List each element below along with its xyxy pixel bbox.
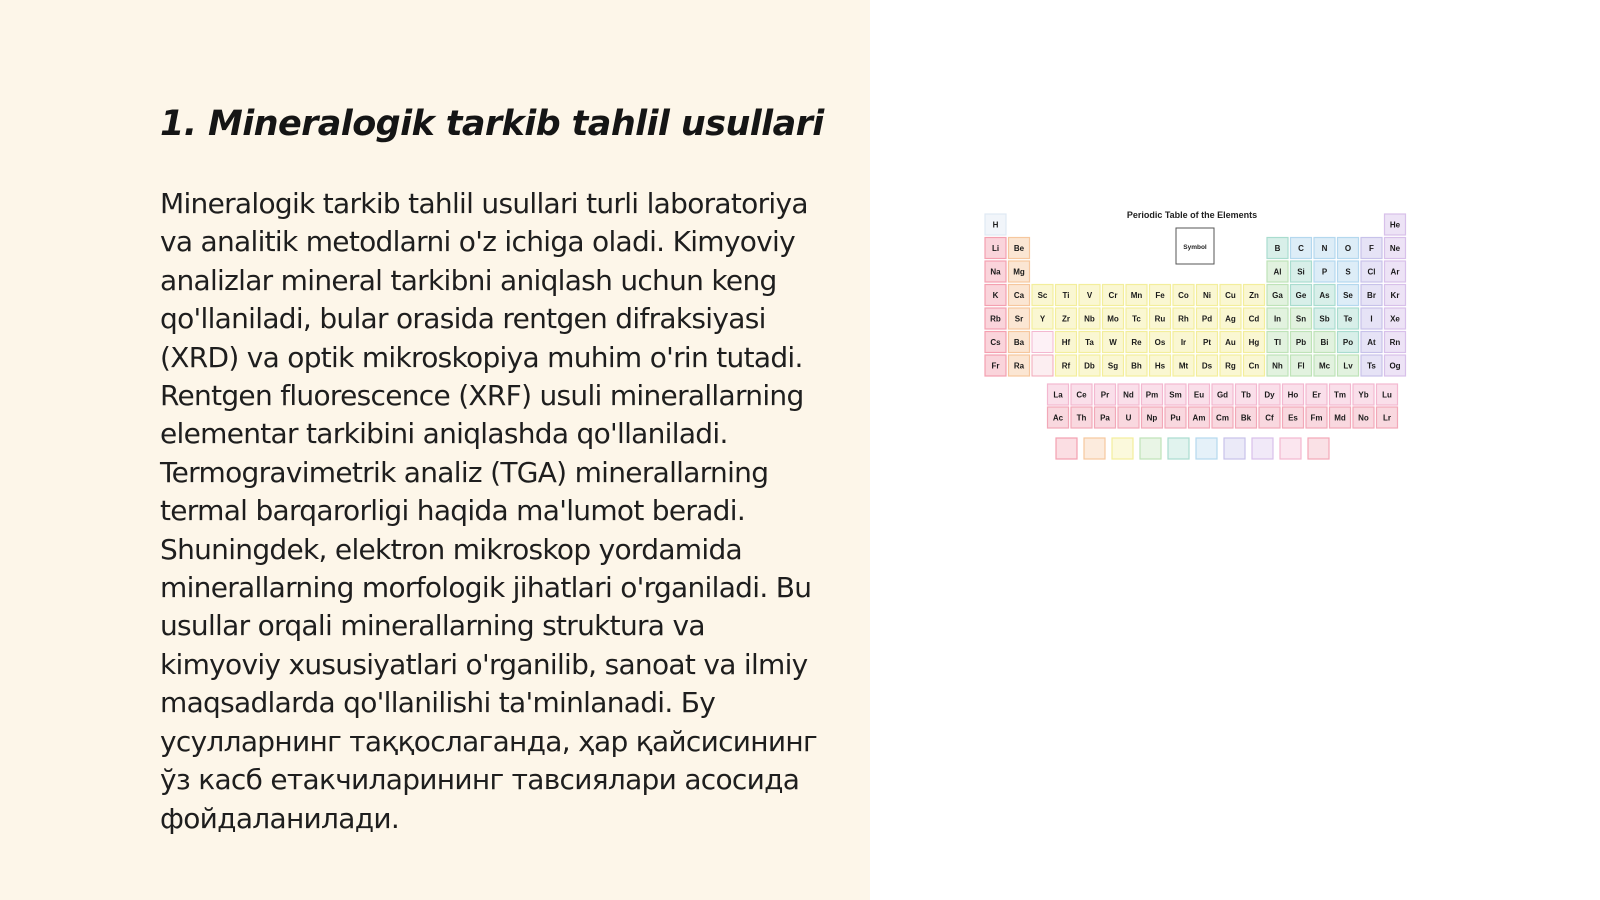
element-cn-symbol: Cn xyxy=(1248,361,1260,371)
element-sb-symbol: Sb xyxy=(1319,314,1330,324)
element-nh-symbol: Nh xyxy=(1272,361,1283,371)
element-cl-symbol: Cl xyxy=(1367,267,1376,277)
element-ir-symbol: Ir xyxy=(1180,338,1187,347)
element-se-symbol: Se xyxy=(1343,291,1353,300)
element-ca-symbol: Ca xyxy=(1013,291,1025,300)
element-be-symbol: Be xyxy=(1013,244,1025,253)
element-cs-symbol: Cs xyxy=(990,338,1001,347)
element-s-symbol: S xyxy=(1345,267,1351,277)
element-w-symbol: W xyxy=(1109,338,1117,347)
element-es-symbol: Es xyxy=(1288,413,1298,423)
element-tc-symbol: Tc xyxy=(1132,314,1141,324)
element-f-symbol: F xyxy=(1369,244,1374,253)
element-ra-symbol: Ra xyxy=(1013,361,1025,371)
legend-swatch xyxy=(1056,438,1077,459)
element-os-symbol: Os xyxy=(1154,338,1166,347)
element-zn-symbol: Zn xyxy=(1249,291,1259,300)
element-lu-symbol: Lu xyxy=(1382,390,1392,400)
element-cf-symbol: Cf xyxy=(1265,413,1274,423)
legend-swatch xyxy=(1168,438,1189,459)
element-he-symbol: He xyxy=(1389,220,1401,230)
element-sg-symbol: Sg xyxy=(1107,361,1119,371)
element-pa-symbol: Pa xyxy=(1100,413,1110,423)
element-fe-symbol: Fe xyxy=(1155,291,1165,300)
element-gd-symbol: Gd xyxy=(1216,390,1229,400)
element-th-symbol: Th xyxy=(1076,413,1087,423)
element-kr-symbol: Kr xyxy=(1390,291,1400,300)
legend-swatch xyxy=(1280,438,1301,459)
element-pd-symbol: Pd xyxy=(1201,314,1213,324)
element-np-symbol: Np xyxy=(1146,413,1158,423)
element-rb-symbol: Rb xyxy=(990,314,1001,324)
legend-key xyxy=(1176,228,1214,264)
element-ba-symbol: Ba xyxy=(1013,338,1025,347)
element-ac-symbol: Ac xyxy=(1052,413,1064,423)
element-te-symbol: Te xyxy=(1343,314,1353,324)
element-bk-symbol: Bk xyxy=(1240,413,1252,423)
element-ga-symbol: Ga xyxy=(1272,291,1283,300)
element-v-symbol: V xyxy=(1086,291,1093,300)
element-ho-symbol: Ho xyxy=(1287,390,1299,400)
element-ta-symbol: Ta xyxy=(1085,338,1094,347)
legend-key-symbol: Symbol xyxy=(1183,244,1207,251)
element-pb-symbol: Pb xyxy=(1295,338,1307,347)
element-y-symbol: Y xyxy=(1039,314,1046,324)
element-sr-symbol: Sr xyxy=(1014,314,1024,324)
element-zr-symbol: Zr xyxy=(1062,314,1070,324)
periodic-table-title: Periodic Table of the Elements xyxy=(1126,210,1258,220)
legend-swatch xyxy=(1084,438,1105,459)
slide-title: 1. Mineralogik tarkib tahlil usullari xyxy=(160,104,824,144)
element-cm-symbol: Cm xyxy=(1216,413,1229,423)
element-mo-symbol: Mo xyxy=(1107,314,1119,324)
legend-swatch xyxy=(1112,438,1133,459)
element-am-symbol: Am xyxy=(1192,413,1206,423)
element-ce-symbol: Ce xyxy=(1076,390,1087,400)
element-au-symbol: Au xyxy=(1225,338,1236,347)
element-ts-symbol: Ts xyxy=(1367,361,1376,371)
element-md-symbol: Md xyxy=(1334,413,1346,423)
element-pm-symbol: Pm xyxy=(1145,390,1159,400)
element-o-symbol: O xyxy=(1344,244,1352,253)
element-tm-symbol: Tm xyxy=(1334,390,1346,400)
element-nd-symbol: Nd xyxy=(1123,390,1134,400)
element-li-symbol: Li xyxy=(991,244,1000,253)
element-ds-symbol: Ds xyxy=(1201,361,1213,371)
element-tb-symbol: Tb xyxy=(1241,390,1251,400)
element-re-symbol: Re xyxy=(1131,338,1142,347)
element-ru-symbol: Ru xyxy=(1154,314,1166,324)
element-fm-symbol: Fm xyxy=(1310,413,1323,423)
element-eu-symbol: Eu xyxy=(1193,390,1205,400)
element-mt-symbol: Mt xyxy=(1178,361,1189,371)
element-c-symbol: C xyxy=(1298,244,1304,253)
element-hs-symbol: Hs xyxy=(1154,361,1166,371)
element-dy-symbol: Dy xyxy=(1264,390,1275,400)
element-cd-symbol: Cd xyxy=(1248,314,1260,324)
legend-swatch xyxy=(1196,438,1217,459)
element-k-symbol: K xyxy=(992,291,999,300)
element-po-symbol: Po xyxy=(1342,338,1354,347)
element-db-symbol: Db xyxy=(1084,361,1095,371)
element-xe-symbol: Xe xyxy=(1390,314,1400,324)
element-h-symbol: H xyxy=(992,220,999,230)
element-sm-symbol: Sm xyxy=(1169,390,1182,400)
element-p-symbol: P xyxy=(1321,267,1328,277)
legend-swatch xyxy=(1224,438,1245,459)
element-ni-symbol: Ni xyxy=(1203,291,1211,300)
element-ar-symbol: Ar xyxy=(1390,267,1400,277)
element-ag-symbol: Ag xyxy=(1225,314,1236,324)
element-bi-symbol: Bi xyxy=(1320,338,1329,347)
element-er-symbol: Er xyxy=(1312,390,1321,400)
periodic-table-image xyxy=(984,202,1416,480)
element-br-symbol: Br xyxy=(1367,291,1376,300)
element-rn-symbol: Rn xyxy=(1389,338,1401,347)
legend-swatch xyxy=(1252,438,1273,459)
element-nb-symbol: Nb xyxy=(1084,314,1095,324)
element-rh-symbol: Rh xyxy=(1178,314,1189,324)
f-block-placeholder xyxy=(1032,332,1053,353)
element-at-symbol: At xyxy=(1367,338,1376,347)
element-yb-symbol: Yb xyxy=(1358,390,1369,400)
element-lv-symbol: Lv xyxy=(1343,361,1353,371)
element-al-symbol: Al xyxy=(1273,267,1282,277)
element-no-symbol: No xyxy=(1358,413,1369,423)
element-i-symbol: I xyxy=(1370,314,1373,324)
element-co-symbol: Co xyxy=(1178,291,1189,300)
element-mg-symbol: Mg xyxy=(1013,267,1025,277)
element-ti-symbol: Ti xyxy=(1062,291,1070,300)
element-as-symbol: As xyxy=(1319,291,1330,300)
element-mn-symbol: Mn xyxy=(1130,291,1143,300)
element-fr-symbol: Fr xyxy=(991,361,1000,371)
element-hf-symbol: Hf xyxy=(1061,338,1071,347)
element-fl-symbol: Fl xyxy=(1297,361,1305,371)
legend-swatch xyxy=(1308,438,1329,459)
element-og-symbol: Og xyxy=(1389,361,1401,371)
element-sc-symbol: Sc xyxy=(1037,291,1048,300)
element-ge-symbol: Ge xyxy=(1295,291,1307,300)
element-ne-symbol: Ne xyxy=(1389,244,1401,253)
element-b-symbol: B xyxy=(1274,244,1281,253)
slide-body-text: Mineralogik tarkib tahlil usullari turli laboratoriya va analitik metodlarni o'z ichiga oladi. Kimyoviy analizlar mineral tarkibni aniqlash uchun keng qo'llaniladi, bular orasida rentgen difraksiyasi (XRD) va optik mikroskopiya muhim o'rin tutadi. Rentgen fluorescence (XRF) usuli minerallarning elementar tarkibini aniqlashda qo'llaniladi. Termogravimetrik analiz (TGA) minerallarning termal barqarorligi haqida ma'lumot beradi. Shuningdek, elektron mikroskop yordamida minerallarning morfologik jihatlari o'rganiladi. Bu usullar orqali minerallarning struktura va kimyoviy xususiyatlari o'rganilib, sanoat va ilmiy maqsadlarda qo'llanilishi ta'minlanadi. Бу усулларнинг таққослаганда, ҳар қайсисининг ўз касб етакчиларининг тавсиялари асосида фойдаланилади. xyxy=(160,187,818,835)
element-hg-symbol: Hg xyxy=(1248,338,1260,347)
element-mc-symbol: Mc xyxy=(1318,361,1331,371)
element-lr-symbol: Lr xyxy=(1383,413,1391,423)
element-pu-symbol: Pu xyxy=(1170,413,1181,423)
element-si-symbol: Si xyxy=(1297,267,1305,277)
element-rg-symbol: Rg xyxy=(1225,361,1236,371)
element-rf-symbol: Rf xyxy=(1061,361,1071,371)
element-na-symbol: Na xyxy=(990,267,1001,277)
element-bh-symbol: Bh xyxy=(1131,361,1142,371)
element-tl-symbol: Tl xyxy=(1273,338,1282,347)
element-la-symbol: La xyxy=(1053,390,1063,400)
periodic-table-graphic xyxy=(984,202,1416,480)
element-in-symbol: In xyxy=(1273,314,1282,324)
element-u-symbol: U xyxy=(1125,413,1132,423)
element-pt-symbol: Pt xyxy=(1203,338,1211,347)
f-block-placeholder xyxy=(1032,355,1053,376)
element-cr-symbol: Cr xyxy=(1108,291,1118,300)
element-pr-symbol: Pr xyxy=(1100,390,1110,400)
element-cu-symbol: Cu xyxy=(1225,291,1236,300)
element-sn-symbol: Sn xyxy=(1295,314,1307,324)
legend-swatch xyxy=(1140,438,1161,459)
element-n-symbol: N xyxy=(1321,244,1328,253)
